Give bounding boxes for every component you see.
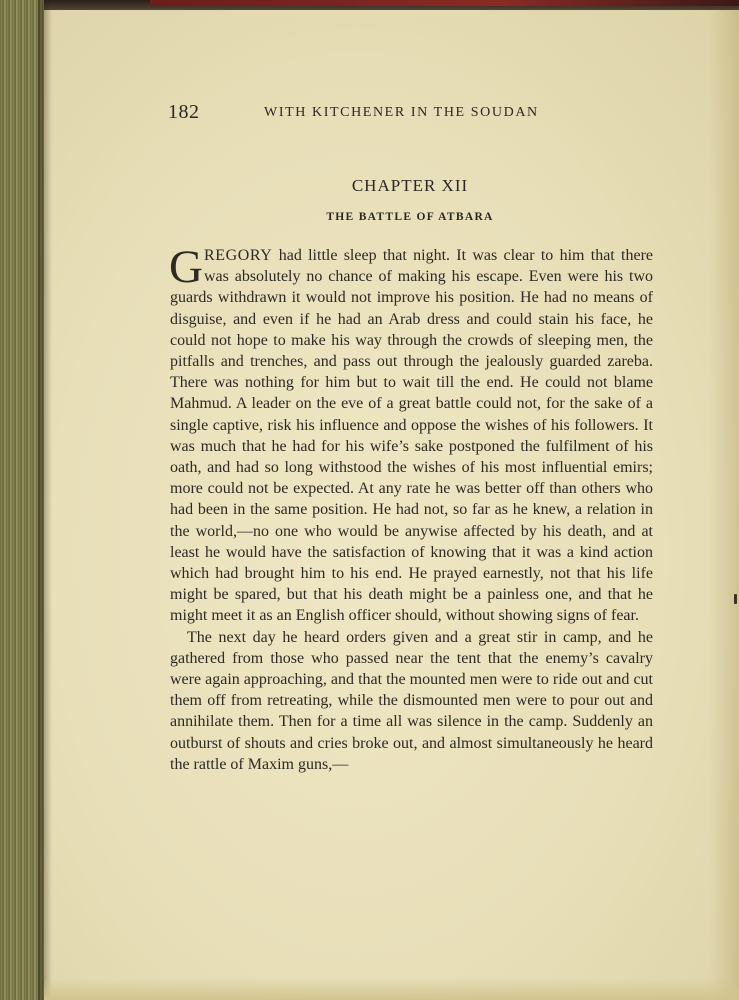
page-header xyxy=(168,101,558,125)
body-text xyxy=(169,241,653,775)
paragraph-2: The next day he heard orders given and a great stir in camp, and he gathered from those who passed near the tent that the enemy’s cavalry were again approaching, and that the mounted men were to ride out and cut them off from retreating, while the dismounted men were to pour out and annihilate them. Then for a time all was silence in the camp. Suddenly an outburst of shouts and cries broke out, and almost simultaneously he heard the rattle of Maxim guns,— xyxy=(170,628,653,773)
page-number: 182 xyxy=(168,101,200,123)
edge-mark xyxy=(734,594,737,604)
running-head: WITH KITCHENER IN THE SOUDAN xyxy=(264,105,539,120)
first-word-smallcaps: REGORY xyxy=(203,247,273,264)
chapter-subtitle: THE BATTLE OF ATBARA xyxy=(326,211,494,223)
gutter-shadow xyxy=(38,0,52,1000)
paragraph-1 xyxy=(169,241,653,627)
book-cover-edge xyxy=(150,0,739,6)
chapter-title: CHAPTER XII xyxy=(351,176,469,195)
drop-cap: G xyxy=(169,241,203,293)
page-bottom-shade xyxy=(44,978,739,1000)
paragraph-1-text: had little sleep that night. It was clear to him that there was absolutely no chance of making his escape. Even were his two guards withdrawn it would not improve his position. He had no means of disguise, and even if he had an Arab dress and could stain his face, he could not hope to make his way through the crowds of sleeping men, the pitfalls and trenches, and pass out through the jealously guarded zareba. There was nothing for him but to wait till the end. He could not blame Mahmud. A leader on the eve of a great battle could not, for the sake of a single captive, risk his influence and oppose the wishes of his followers. It was much that he had for his wife’s sake postponed the fulfilment of his oath, and had so long withstood the wishes of his most influential emirs; more could not be expected. At any rate he was better off than others who had been in the same position. He had not, so far as he knew, a relation in the world,—no one who would be anywise affected by his death, and at least he would have the satisfaction of knowing that it was a kind action which had brought him to his end. He prayed earnestly, not that his life might be spared, but that his death might be a painless one, and that he might meet it as an English officer should, without showing signs of fear. xyxy=(170,247,653,625)
